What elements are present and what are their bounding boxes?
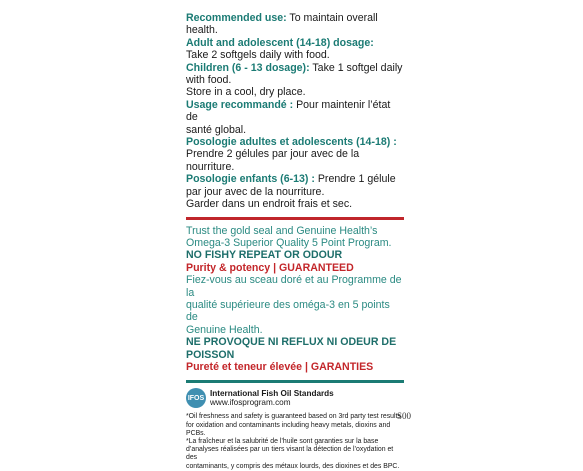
fr-children-dosage: Posologie enfants (6-13) : Prendre 1 gélule — [186, 173, 396, 186]
en-adult-dosage-label: Adult and adolescent (14-18) dosage: — [186, 36, 374, 49]
purity-guaranteed: Purity & potency | GUARANTEED — [186, 261, 354, 274]
en-storage: Store in a cool, dry place. — [186, 86, 306, 99]
ne-provoque-line2: POISSON — [186, 348, 235, 361]
teal-divider — [186, 380, 404, 383]
fr-storage: Garder dans un endroit frais et sec. — [186, 198, 353, 211]
fr-children-dosage-cont: par jour avec de la nourriture. — [186, 185, 325, 198]
ifos-logo-icon: IFOS — [186, 388, 206, 408]
ifos-title: International Fish Oil Standards — [210, 388, 334, 398]
trust-fr-line1: Fiez-vous au sceau doré et au Programme de la — [186, 274, 402, 299]
footnote-fr-1: *La fraîcheur et la salubrité de l’huile sont garanties sur la base — [186, 437, 379, 445]
fr-adult-dosage-text: Prendre 2 gélules par jour avec de la nourriture. — [186, 148, 360, 173]
label-panel — [186, 12, 404, 471]
footnote-fr-3: contaminants, y compris des métaux lourds, des dioxines et des BPC. — [186, 462, 400, 470]
fr-adult-dosage-label: Posologie adultes et adolescents (14-18) : — [186, 136, 397, 149]
en-children-dosage: Children (6 - 13 dosage): Take 1 softgel daily — [186, 61, 403, 74]
no-fishy-repeat: NO FISHY REPEAT OR ODOUR — [186, 249, 343, 262]
purete-garanties: Pureté et teneur élevée | GARANTIES — [186, 360, 374, 373]
en-adult-dosage-text: Take 2 softgels daily with food. — [186, 49, 330, 62]
footnote-en-2: for oxidation and contaminants including heavy metals, dioxins and — [186, 421, 391, 429]
trust-en-line2: Omega-3 Superior Quality 5 Point Program. — [186, 236, 392, 249]
en-children-dosage-cont: with food. — [186, 74, 232, 87]
fr-usage-cont: santé global. — [186, 123, 247, 136]
footnote-en-3: PCBs. — [186, 429, 206, 437]
trust-fr-line3: Genuine Health. — [186, 323, 263, 336]
red-divider — [186, 217, 404, 220]
footnote-fr-2: d’analyses réalisées par un tiers visant la détection de l’oxydation et des — [186, 446, 394, 462]
ne-provoque-line1: NE PROVOQUE NI REFLUX NI ODEUR DE — [186, 336, 397, 349]
fr-usage: Usage recommandé : Pour maintenir l’état de — [186, 98, 391, 124]
en-recommended-use: Recommended use: To maintain overall health. — [186, 12, 378, 37]
trust-fr-line2: qualité supérieure des oméga-3 en 5 points de — [186, 298, 390, 324]
lot-code: S00 — [397, 411, 412, 421]
footnote-en-1: *Oil freshness and safety is guaranteed based on 3rd party test results — [186, 413, 401, 421]
trust-en-line1: Trust the gold seal and Genuine Health’s — [186, 224, 378, 237]
ifos-block — [186, 388, 404, 408]
ifos-url: www.ifosprogram.com — [210, 398, 291, 408]
